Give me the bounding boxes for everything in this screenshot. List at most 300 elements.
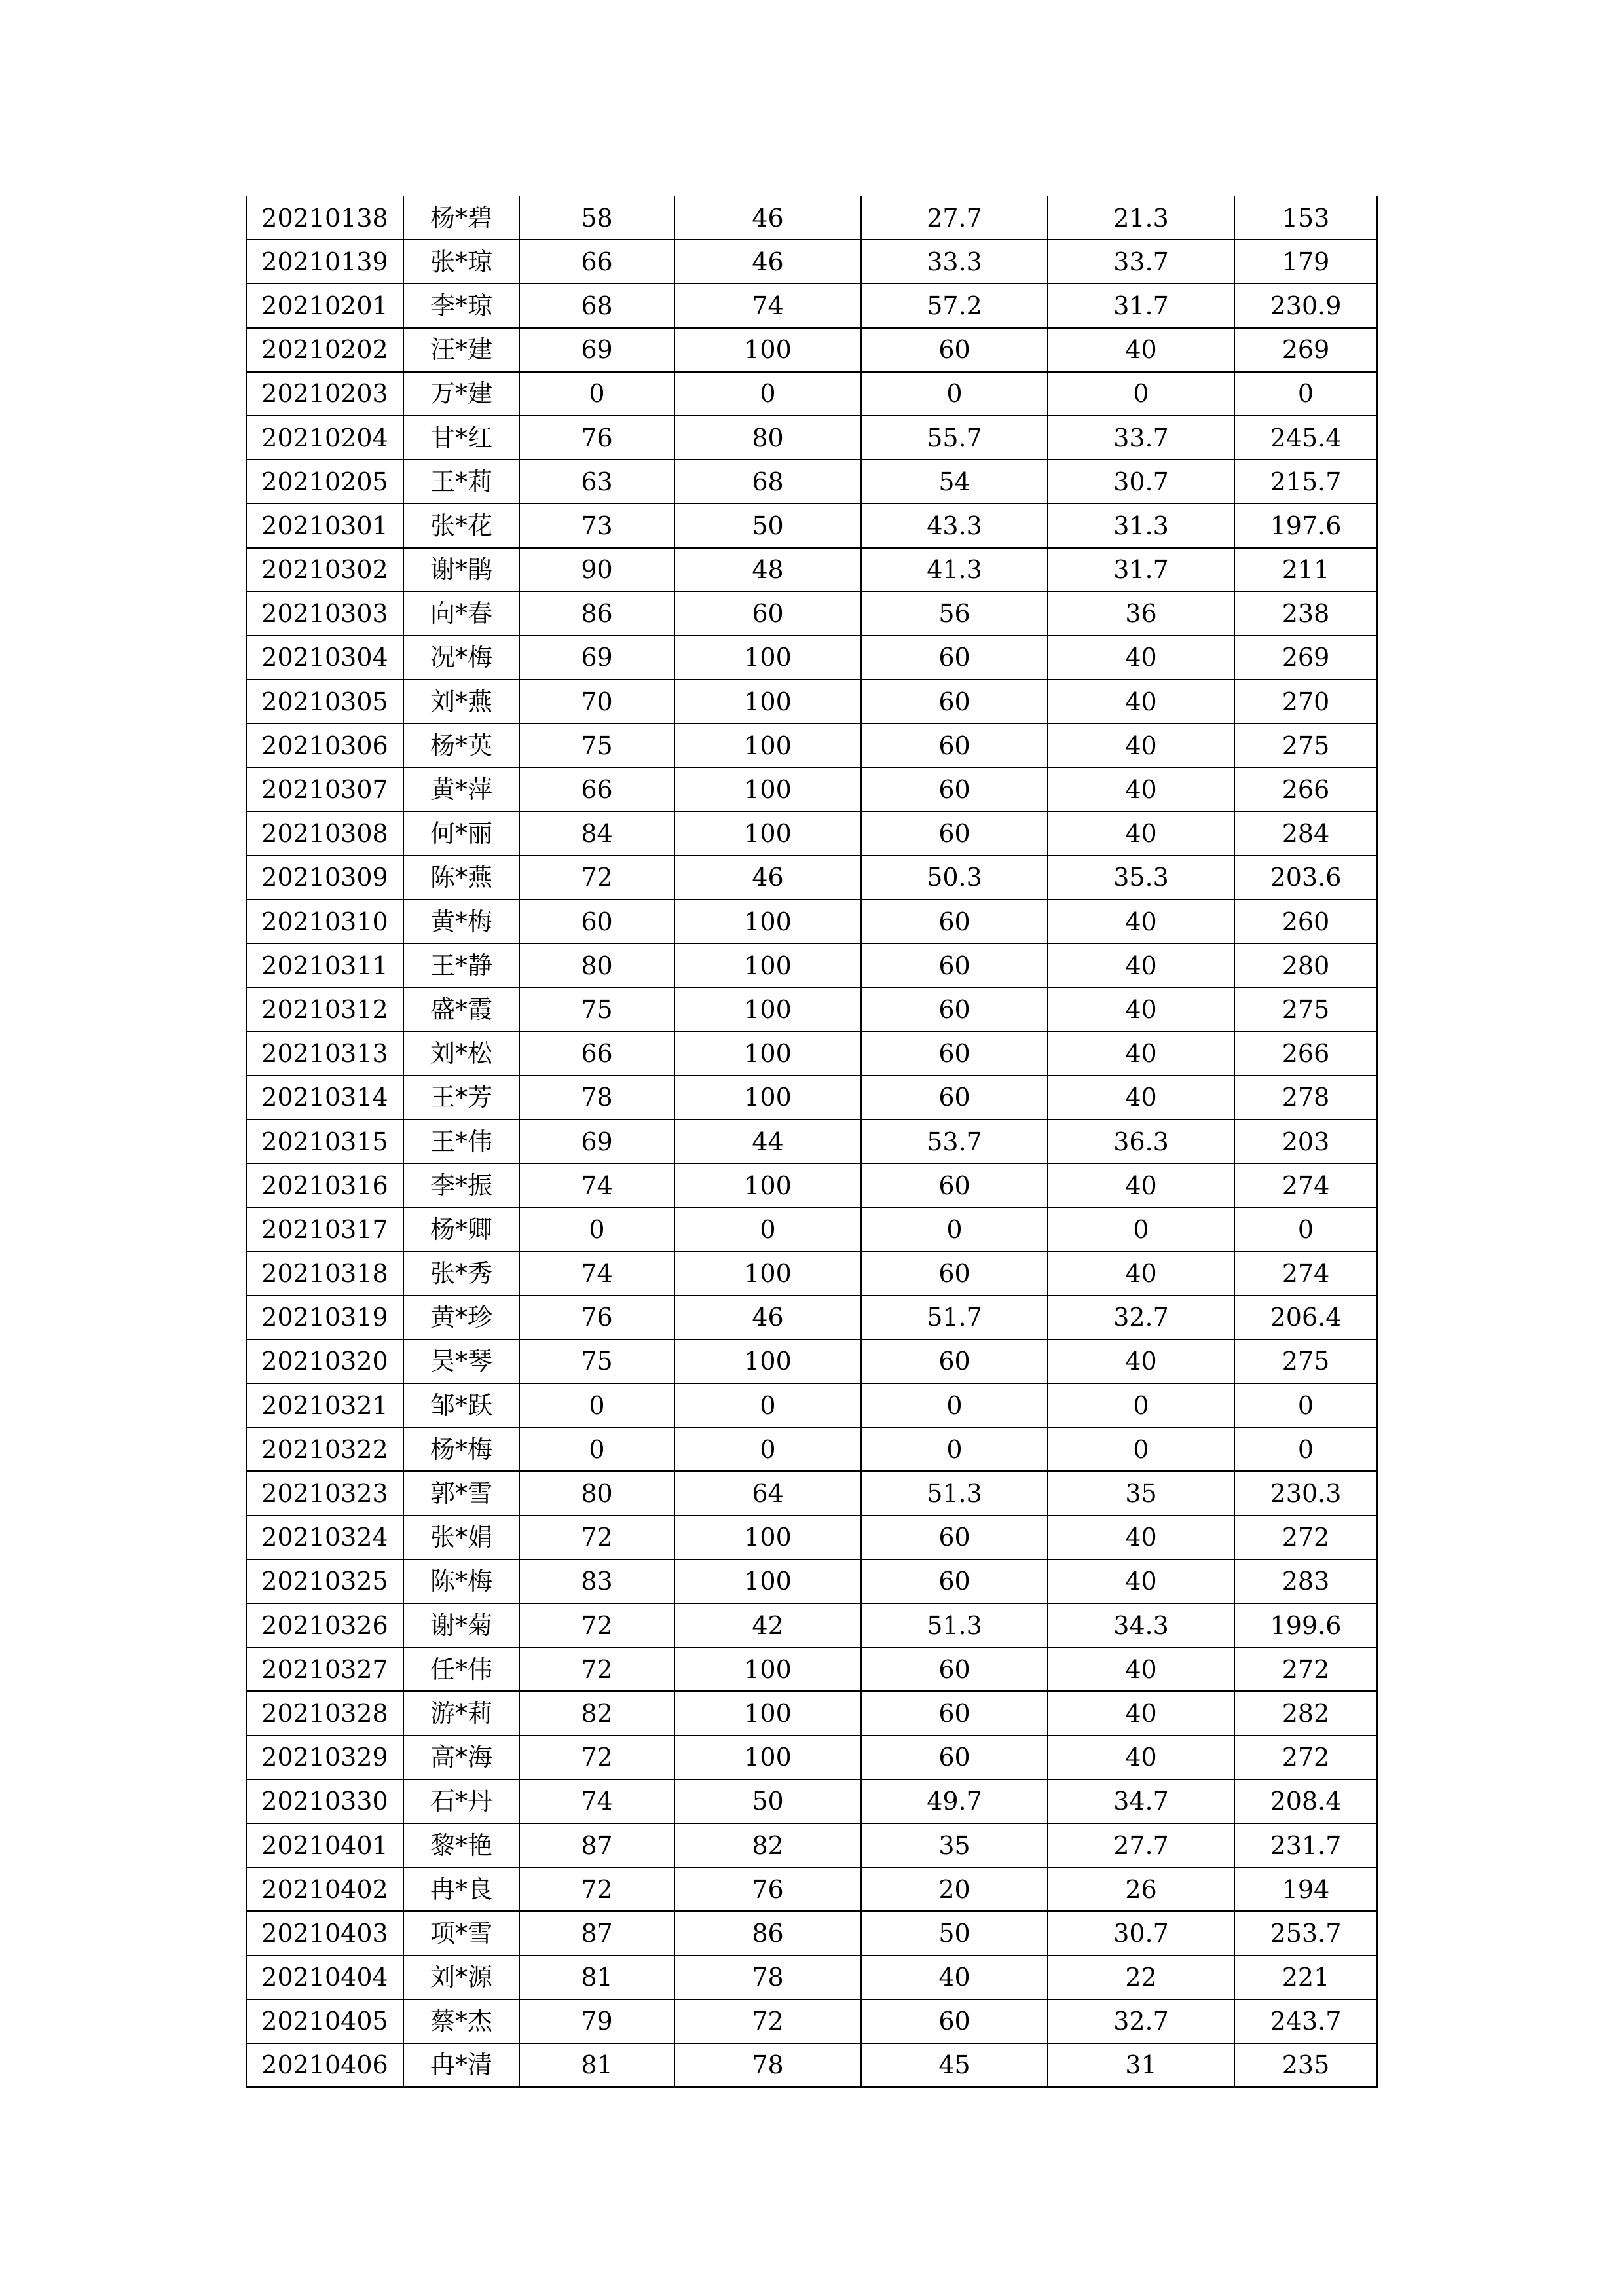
score-1-cell: 73 [519, 503, 674, 547]
score-3-cell: 0 [861, 1383, 1048, 1427]
table-row [246, 1867, 1377, 1911]
score-4-cell: 40 [1048, 680, 1234, 723]
table-row [246, 1823, 1377, 1867]
table-row [246, 2043, 1377, 2087]
total-score-cell: 266 [1234, 767, 1377, 811]
student-id-cell: 20210315 [246, 1120, 403, 1163]
score-2-cell: 100 [674, 1252, 861, 1296]
student-name-cell: 黄*珍 [403, 1296, 519, 1339]
score-table [246, 196, 1378, 2088]
table-row [246, 1427, 1377, 1471]
total-score-cell: 230.9 [1234, 283, 1377, 327]
table-row [246, 900, 1377, 943]
table-row [246, 680, 1377, 723]
score-4-cell: 31.7 [1048, 283, 1234, 327]
score-3-cell: 60 [861, 1252, 1048, 1296]
score-3-cell: 60 [861, 1691, 1048, 1735]
score-1-cell: 0 [519, 1383, 674, 1427]
student-id-cell: 20210323 [246, 1471, 403, 1515]
student-id-cell: 20210325 [246, 1559, 403, 1603]
table-row [246, 1120, 1377, 1163]
student-id-cell: 20210326 [246, 1603, 403, 1647]
total-score-cell: 245.4 [1234, 416, 1377, 460]
score-4-cell: 40 [1048, 1647, 1234, 1691]
student-id-cell: 20210402 [246, 1867, 403, 1911]
student-name-cell: 甘*红 [403, 416, 519, 460]
score-4-cell: 35 [1048, 1471, 1234, 1515]
score-2-cell: 100 [674, 680, 861, 723]
table-row [246, 1471, 1377, 1515]
score-2-cell: 42 [674, 1603, 861, 1647]
student-id-cell: 20210329 [246, 1736, 403, 1779]
student-id-cell: 20210312 [246, 987, 403, 1031]
score-3-cell: 45 [861, 2043, 1048, 2087]
total-score-cell: 253.7 [1234, 1911, 1377, 1955]
score-2-cell: 78 [674, 1956, 861, 1999]
total-score-cell: 283 [1234, 1559, 1377, 1603]
table-row [246, 196, 1377, 240]
student-name-cell: 黄*萍 [403, 767, 519, 811]
student-id-cell: 20210204 [246, 416, 403, 460]
student-id-cell: 20210313 [246, 1032, 403, 1076]
score-4-cell: 0 [1048, 1207, 1234, 1251]
score-2-cell: 50 [674, 503, 861, 547]
student-name-cell: 蔡*杰 [403, 1999, 519, 2043]
score-2-cell: 0 [674, 1383, 861, 1427]
student-id-cell: 20210322 [246, 1427, 403, 1471]
student-id-cell: 20210307 [246, 767, 403, 811]
score-4-cell: 40 [1048, 900, 1234, 943]
student-name-cell: 游*莉 [403, 1691, 519, 1735]
score-3-cell: 60 [861, 1163, 1048, 1207]
score-2-cell: 100 [674, 1691, 861, 1735]
score-1-cell: 58 [519, 196, 674, 240]
score-4-cell: 22 [1048, 1956, 1234, 1999]
student-name-cell: 何*丽 [403, 812, 519, 856]
total-score-cell: 272 [1234, 1736, 1377, 1779]
student-id-cell: 20210316 [246, 1163, 403, 1207]
score-2-cell: 100 [674, 812, 861, 856]
score-4-cell: 40 [1048, 1252, 1234, 1296]
total-score-cell: 206.4 [1234, 1296, 1377, 1339]
score-4-cell: 26 [1048, 1867, 1234, 1911]
total-score-cell: 235 [1234, 2043, 1377, 2087]
score-3-cell: 60 [861, 943, 1048, 987]
score-3-cell: 53.7 [861, 1120, 1048, 1163]
score-3-cell: 60 [861, 1339, 1048, 1383]
score-1-cell: 75 [519, 1339, 674, 1383]
score-1-cell: 75 [519, 987, 674, 1031]
score-3-cell: 60 [861, 328, 1048, 372]
score-4-cell: 31.3 [1048, 503, 1234, 547]
student-name-cell: 张*娟 [403, 1516, 519, 1559]
score-2-cell: 46 [674, 856, 861, 900]
score-1-cell: 80 [519, 1471, 674, 1515]
student-id-cell: 20210317 [246, 1207, 403, 1251]
score-2-cell: 76 [674, 1867, 861, 1911]
score-1-cell: 60 [519, 900, 674, 943]
student-id-cell: 20210309 [246, 856, 403, 900]
total-score-cell: 272 [1234, 1647, 1377, 1691]
student-name-cell: 刘*燕 [403, 680, 519, 723]
student-id-cell: 20210314 [246, 1076, 403, 1120]
total-score-cell: 197.6 [1234, 503, 1377, 547]
student-name-cell: 王*莉 [403, 460, 519, 503]
score-3-cell: 60 [861, 723, 1048, 767]
student-id-cell: 20210305 [246, 680, 403, 723]
score-3-cell: 60 [861, 680, 1048, 723]
score-4-cell: 30.7 [1048, 1911, 1234, 1955]
score-1-cell: 72 [519, 1647, 674, 1691]
score-4-cell: 40 [1048, 1736, 1234, 1779]
table-row [246, 372, 1377, 416]
score-table-body [246, 196, 1377, 2087]
score-2-cell: 100 [674, 328, 861, 372]
score-1-cell: 0 [519, 1207, 674, 1251]
score-3-cell: 57.2 [861, 283, 1048, 327]
score-4-cell: 27.7 [1048, 1823, 1234, 1867]
score-1-cell: 90 [519, 548, 674, 592]
score-3-cell: 60 [861, 636, 1048, 680]
student-name-cell: 黎*艳 [403, 1823, 519, 1867]
student-name-cell: 李*琼 [403, 283, 519, 327]
table-row [246, 767, 1377, 811]
student-id-cell: 20210403 [246, 1911, 403, 1955]
score-4-cell: 0 [1048, 1383, 1234, 1427]
score-2-cell: 100 [674, 900, 861, 943]
score-2-cell: 86 [674, 1911, 861, 1955]
student-name-cell: 谢*鹃 [403, 548, 519, 592]
score-3-cell: 50.3 [861, 856, 1048, 900]
total-score-cell: 153 [1234, 196, 1377, 240]
score-3-cell: 20 [861, 1867, 1048, 1911]
score-1-cell: 66 [519, 1032, 674, 1076]
score-4-cell: 36 [1048, 592, 1234, 636]
score-3-cell: 51.3 [861, 1603, 1048, 1647]
score-1-cell: 72 [519, 1867, 674, 1911]
score-2-cell: 72 [674, 1999, 861, 2043]
score-1-cell: 72 [519, 856, 674, 900]
score-4-cell: 30.7 [1048, 460, 1234, 503]
student-id-cell: 20210404 [246, 1956, 403, 1999]
score-4-cell: 34.7 [1048, 1779, 1234, 1823]
score-3-cell: 54 [861, 460, 1048, 503]
score-1-cell: 69 [519, 636, 674, 680]
total-score-cell: 275 [1234, 1339, 1377, 1383]
total-score-cell: 221 [1234, 1956, 1377, 1999]
score-2-cell: 100 [674, 1339, 861, 1383]
score-3-cell: 60 [861, 1516, 1048, 1559]
score-4-cell: 40 [1048, 723, 1234, 767]
total-score-cell: 260 [1234, 900, 1377, 943]
score-2-cell: 64 [674, 1471, 861, 1515]
table-row [246, 1163, 1377, 1207]
total-score-cell: 194 [1234, 1867, 1377, 1911]
total-score-cell: 278 [1234, 1076, 1377, 1120]
table-row [246, 1076, 1377, 1120]
total-score-cell: 284 [1234, 812, 1377, 856]
score-4-cell: 32.7 [1048, 1296, 1234, 1339]
student-name-cell: 张*花 [403, 503, 519, 547]
score-2-cell: 0 [674, 1207, 861, 1251]
score-1-cell: 72 [519, 1603, 674, 1647]
score-4-cell: 40 [1048, 1516, 1234, 1559]
score-3-cell: 60 [861, 1736, 1048, 1779]
total-score-cell: 282 [1234, 1691, 1377, 1735]
score-4-cell: 40 [1048, 767, 1234, 811]
score-1-cell: 70 [519, 680, 674, 723]
total-score-cell: 270 [1234, 680, 1377, 723]
score-2-cell: 100 [674, 723, 861, 767]
score-1-cell: 87 [519, 1911, 674, 1955]
student-name-cell: 黄*梅 [403, 900, 519, 943]
score-1-cell: 72 [519, 1516, 674, 1559]
total-score-cell: 238 [1234, 592, 1377, 636]
student-id-cell: 20210302 [246, 548, 403, 592]
score-1-cell: 76 [519, 416, 674, 460]
total-score-cell: 199.6 [1234, 1603, 1377, 1647]
score-4-cell: 33.7 [1048, 240, 1234, 283]
table-row [246, 1999, 1377, 2043]
score-4-cell: 40 [1048, 328, 1234, 372]
score-1-cell: 66 [519, 240, 674, 283]
score-4-cell: 40 [1048, 987, 1234, 1031]
total-score-cell: 215.7 [1234, 460, 1377, 503]
table-row [246, 1516, 1377, 1559]
score-3-cell: 60 [861, 1076, 1048, 1120]
table-row [246, 1779, 1377, 1823]
score-3-cell: 41.3 [861, 548, 1048, 592]
score-3-cell: 51.3 [861, 1471, 1048, 1515]
score-2-cell: 100 [674, 1647, 861, 1691]
score-3-cell: 49.7 [861, 1779, 1048, 1823]
score-2-cell: 100 [674, 1032, 861, 1076]
student-name-cell: 杨*碧 [403, 196, 519, 240]
table-row [246, 1559, 1377, 1603]
score-2-cell: 80 [674, 416, 861, 460]
total-score-cell: 275 [1234, 987, 1377, 1031]
student-name-cell: 刘*松 [403, 1032, 519, 1076]
table-row [246, 1647, 1377, 1691]
score-1-cell: 0 [519, 1427, 674, 1471]
total-score-cell: 280 [1234, 943, 1377, 987]
student-name-cell: 王*静 [403, 943, 519, 987]
total-score-cell: 272 [1234, 1516, 1377, 1559]
score-4-cell: 32.7 [1048, 1999, 1234, 2043]
score-3-cell: 55.7 [861, 416, 1048, 460]
score-1-cell: 83 [519, 1559, 674, 1603]
table-row [246, 856, 1377, 900]
score-2-cell: 68 [674, 460, 861, 503]
table-row [246, 723, 1377, 767]
score-3-cell: 43.3 [861, 503, 1048, 547]
student-id-cell: 20210321 [246, 1383, 403, 1427]
student-id-cell: 20210318 [246, 1252, 403, 1296]
student-id-cell: 20210308 [246, 812, 403, 856]
student-name-cell: 冉*清 [403, 2043, 519, 2087]
student-name-cell: 杨*梅 [403, 1427, 519, 1471]
score-4-cell: 31 [1048, 2043, 1234, 2087]
total-score-cell: 0 [1234, 372, 1377, 416]
score-1-cell: 63 [519, 460, 674, 503]
table-row [246, 1603, 1377, 1647]
score-3-cell: 60 [861, 1999, 1048, 2043]
student-name-cell: 吴*琴 [403, 1339, 519, 1383]
student-id-cell: 20210201 [246, 283, 403, 327]
total-score-cell: 0 [1234, 1427, 1377, 1471]
score-3-cell: 50 [861, 1911, 1048, 1955]
score-1-cell: 0 [519, 372, 674, 416]
score-3-cell: 60 [861, 812, 1048, 856]
score-1-cell: 72 [519, 1736, 674, 1779]
student-name-cell: 谢*菊 [403, 1603, 519, 1647]
total-score-cell: 266 [1234, 1032, 1377, 1076]
student-id-cell: 20210405 [246, 1999, 403, 2043]
table-row [246, 548, 1377, 592]
student-name-cell: 陈*梅 [403, 1559, 519, 1603]
score-2-cell: 100 [674, 987, 861, 1031]
student-name-cell: 邹*跃 [403, 1383, 519, 1427]
student-name-cell: 张*琼 [403, 240, 519, 283]
student-id-cell: 20210138 [246, 196, 403, 240]
score-1-cell: 87 [519, 1823, 674, 1867]
table-row [246, 283, 1377, 327]
student-name-cell: 张*秀 [403, 1252, 519, 1296]
table-row [246, 328, 1377, 372]
student-id-cell: 20210320 [246, 1339, 403, 1383]
score-3-cell: 0 [861, 372, 1048, 416]
student-name-cell: 杨*英 [403, 723, 519, 767]
table-row [246, 943, 1377, 987]
score-1-cell: 74 [519, 1779, 674, 1823]
score-1-cell: 75 [519, 723, 674, 767]
score-4-cell: 0 [1048, 1427, 1234, 1471]
score-4-cell: 40 [1048, 812, 1234, 856]
student-name-cell: 郭*雪 [403, 1471, 519, 1515]
total-score-cell: 179 [1234, 240, 1377, 283]
score-1-cell: 78 [519, 1076, 674, 1120]
score-2-cell: 44 [674, 1120, 861, 1163]
score-1-cell: 76 [519, 1296, 674, 1339]
score-2-cell: 60 [674, 592, 861, 636]
score-4-cell: 40 [1048, 943, 1234, 987]
total-score-cell: 211 [1234, 548, 1377, 592]
total-score-cell: 0 [1234, 1207, 1377, 1251]
student-name-cell: 况*梅 [403, 636, 519, 680]
score-3-cell: 60 [861, 1559, 1048, 1603]
table-row [246, 1207, 1377, 1251]
total-score-cell: 274 [1234, 1163, 1377, 1207]
score-3-cell: 60 [861, 1032, 1048, 1076]
score-3-cell: 35 [861, 1823, 1048, 1867]
total-score-cell: 230.3 [1234, 1471, 1377, 1515]
score-3-cell: 51.7 [861, 1296, 1048, 1339]
score-4-cell: 34.3 [1048, 1603, 1234, 1647]
score-3-cell: 60 [861, 1647, 1048, 1691]
student-id-cell: 20210139 [246, 240, 403, 283]
score-3-cell: 33.3 [861, 240, 1048, 283]
score-2-cell: 100 [674, 943, 861, 987]
student-id-cell: 20210306 [246, 723, 403, 767]
score-1-cell: 79 [519, 1999, 674, 2043]
score-4-cell: 21.3 [1048, 196, 1234, 240]
student-name-cell: 刘*源 [403, 1956, 519, 1999]
student-name-cell: 冉*良 [403, 1867, 519, 1911]
student-name-cell: 汪*建 [403, 328, 519, 372]
score-2-cell: 78 [674, 2043, 861, 2087]
total-score-cell: 0 [1234, 1383, 1377, 1427]
student-id-cell: 20210310 [246, 900, 403, 943]
score-1-cell: 68 [519, 283, 674, 327]
score-4-cell: 33.7 [1048, 416, 1234, 460]
total-score-cell: 203.6 [1234, 856, 1377, 900]
table-row [246, 1956, 1377, 1999]
student-id-cell: 20210203 [246, 372, 403, 416]
score-2-cell: 0 [674, 372, 861, 416]
score-1-cell: 69 [519, 328, 674, 372]
student-name-cell: 陈*燕 [403, 856, 519, 900]
score-2-cell: 100 [674, 1076, 861, 1120]
student-id-cell: 20210303 [246, 592, 403, 636]
student-name-cell: 高*海 [403, 1736, 519, 1779]
score-2-cell: 0 [674, 1427, 861, 1471]
score-2-cell: 46 [674, 1296, 861, 1339]
score-4-cell: 35.3 [1048, 856, 1234, 900]
table-row [246, 1339, 1377, 1383]
score-3-cell: 0 [861, 1427, 1048, 1471]
score-2-cell: 100 [674, 1559, 861, 1603]
score-3-cell: 60 [861, 900, 1048, 943]
table-row [246, 1252, 1377, 1296]
score-1-cell: 66 [519, 767, 674, 811]
student-name-cell: 石*丹 [403, 1779, 519, 1823]
score-1-cell: 81 [519, 1956, 674, 1999]
score-3-cell: 0 [861, 1207, 1048, 1251]
student-id-cell: 20210301 [246, 503, 403, 547]
student-id-cell: 20210202 [246, 328, 403, 372]
score-1-cell: 82 [519, 1691, 674, 1735]
score-4-cell: 0 [1048, 372, 1234, 416]
student-id-cell: 20210205 [246, 460, 403, 503]
score-1-cell: 80 [519, 943, 674, 987]
student-name-cell: 王*芳 [403, 1076, 519, 1120]
student-id-cell: 20210401 [246, 1823, 403, 1867]
student-id-cell: 20210311 [246, 943, 403, 987]
score-1-cell: 74 [519, 1252, 674, 1296]
student-id-cell: 20210319 [246, 1296, 403, 1339]
table-row [246, 416, 1377, 460]
score-1-cell: 84 [519, 812, 674, 856]
score-4-cell: 40 [1048, 1076, 1234, 1120]
table-row [246, 1032, 1377, 1076]
total-score-cell: 269 [1234, 636, 1377, 680]
score-1-cell: 74 [519, 1163, 674, 1207]
score-2-cell: 82 [674, 1823, 861, 1867]
total-score-cell: 275 [1234, 723, 1377, 767]
score-1-cell: 86 [519, 592, 674, 636]
student-id-cell: 20210328 [246, 1691, 403, 1735]
score-3-cell: 27.7 [861, 196, 1048, 240]
score-3-cell: 60 [861, 767, 1048, 811]
table-row [246, 1296, 1377, 1339]
student-name-cell: 向*春 [403, 592, 519, 636]
score-3-cell: 60 [861, 987, 1048, 1031]
score-4-cell: 40 [1048, 1691, 1234, 1735]
table-row [246, 1736, 1377, 1779]
table-row [246, 987, 1377, 1031]
student-name-cell: 杨*卿 [403, 1207, 519, 1251]
score-2-cell: 100 [674, 1516, 861, 1559]
